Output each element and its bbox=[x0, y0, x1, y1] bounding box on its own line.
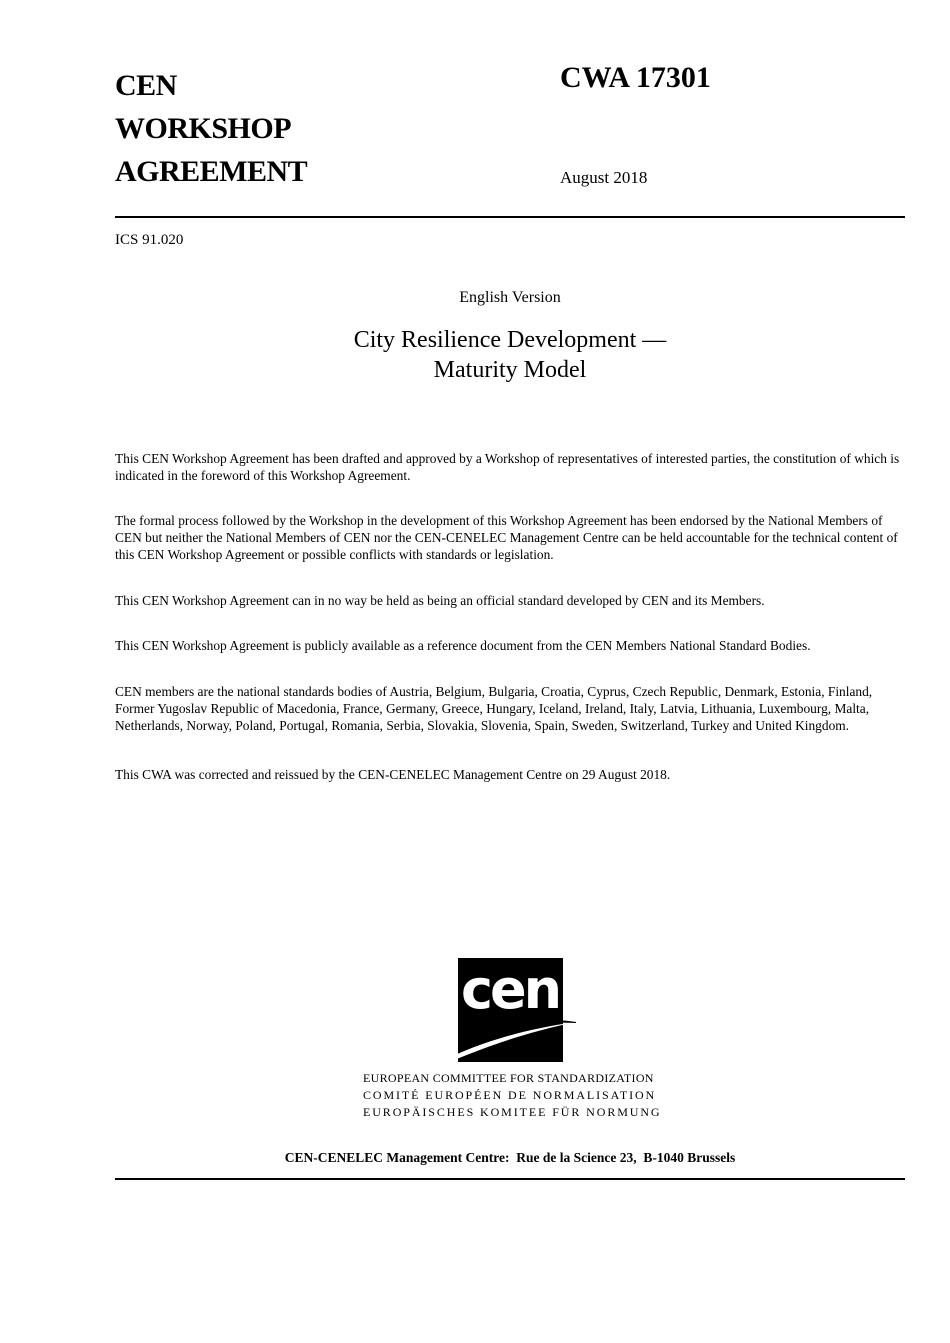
paragraph-formal-process: The formal process followed by the Workshop in the development of this Workshop Agreement has been endorsed by the National Members of CEN but neither the National Members of CEN nor the CEN-CENELEC Management Centre can be held accountable for the technical content of this CEN Workshop Agreement or possible conflicts with standards or legislation. bbox=[115, 513, 898, 562]
ics-code: ICS 91.020 bbox=[115, 232, 184, 248]
agreement-line-3: AGREEMENT bbox=[115, 155, 308, 188]
org-name-german: EUROPÄISCHES KOMITEE FÜR NORMUNG bbox=[363, 1105, 662, 1119]
footer-rule bbox=[115, 1178, 905, 1180]
org-name-french: COMITÉ EUROPÉEN DE NORMALISATION bbox=[363, 1088, 657, 1102]
logo-text: cen bbox=[460, 958, 560, 1021]
title-line-1: City Resilience Development — bbox=[353, 327, 667, 353]
agreement-line-1: CEN bbox=[115, 69, 177, 102]
document-title bbox=[115, 325, 905, 385]
paragraph-reissue: This CWA was corrected and reissued by the CEN-CENELEC Management Centre on 29 August 2018. bbox=[115, 767, 671, 782]
cen-logo-icon bbox=[458, 958, 563, 1062]
paragraph-availability: This CEN Workshop Agreement is publicly available as a reference document from the CEN Members National Standard Bodies. bbox=[115, 638, 811, 653]
paragraph-drafted: This CEN Workshop Agreement has been drafted and approved by a Workshop of representatives of interested parties, the constitution of which is indicated in the foreword of this Workshop Agreement. bbox=[115, 451, 900, 483]
agreement-title bbox=[115, 64, 307, 193]
paragraph-not-standard: This CEN Workshop Agreement can in no way be held as being an official standard developed by CEN and its Members. bbox=[115, 593, 765, 608]
title-line-2: Maturity Model bbox=[433, 357, 587, 383]
org-name-english: EUROPEAN COMMITTEE FOR STANDARDIZATION bbox=[363, 1071, 654, 1085]
header-rule bbox=[115, 216, 905, 218]
document-number: CWA 17301 bbox=[560, 61, 711, 94]
agreement-line-2: WORKSHOP bbox=[115, 112, 292, 145]
language-version: English Version bbox=[459, 289, 561, 306]
document-date: August 2018 bbox=[560, 168, 648, 187]
management-centre-address: CEN-CENELEC Management Centre: Rue de la Science 23, B-1040 Brussels bbox=[284, 1150, 736, 1165]
paragraph-members: CEN members are the national standards bodies of Austria, Belgium, Bulgaria, Croatia, Cyprus, Czech Republic, Denmark, Estonia, Finland, Former Yugoslav Republic of Macedonia, France, Germany, Greece, Hungary, Iceland, Ireland, Italy, Latvia, Lithuania, Luxembourg, Malta, Netherlands, Norway, Poland, Portugal, Romania, Serbia, Slovakia, Slovenia, Spain, Sweden, Switzerland, Turkey and United Kingdom. bbox=[115, 684, 873, 733]
